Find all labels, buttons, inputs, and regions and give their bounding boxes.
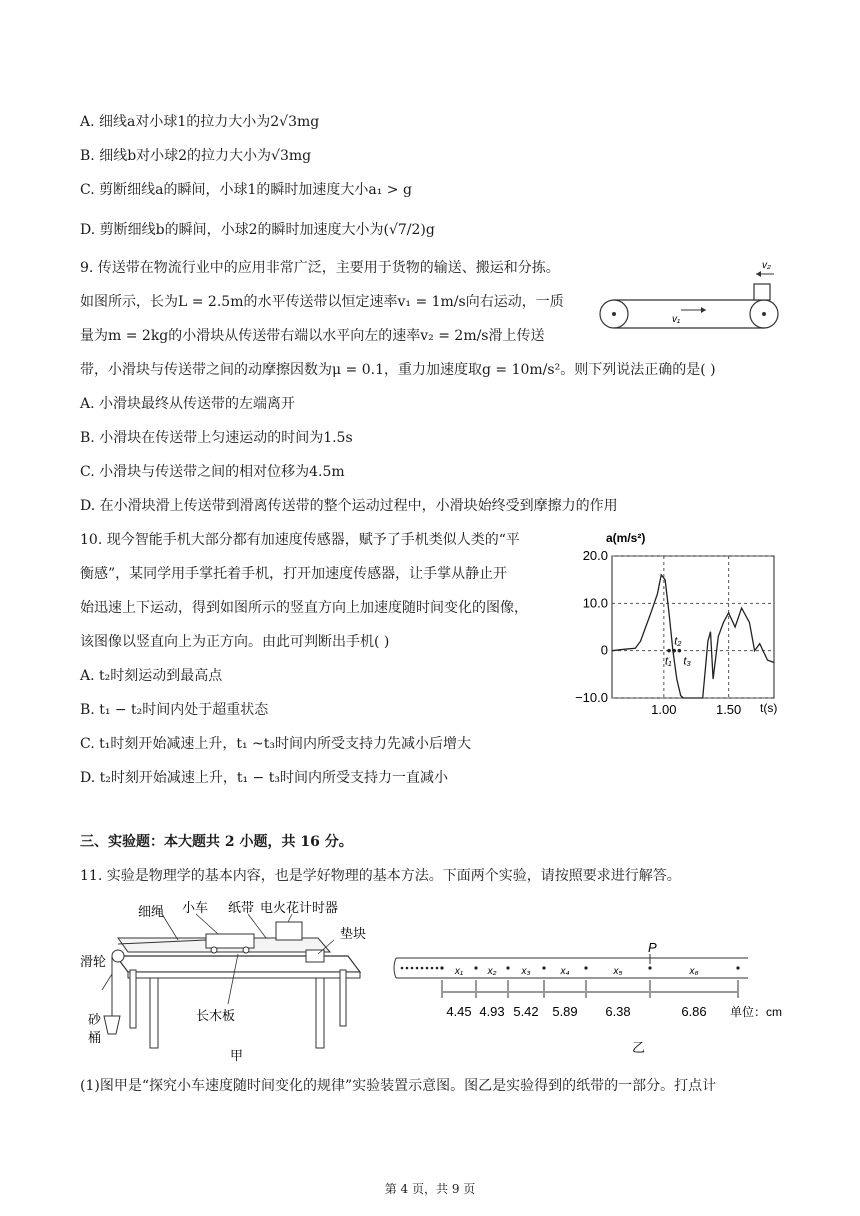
chart-t-marker (672, 649, 676, 653)
q10-stem-line2: 衡感”，某同学用手掌托着手机，打开加速度传感器，让手掌从静止开 (80, 566, 508, 582)
section-3-title: 三、实验题：本大题共 2 小题，共 16 分。 (80, 834, 353, 850)
q8-option-d: D. 剪断细线b的瞬间，小球2的瞬时加速度大小为(√7/2)g (80, 222, 435, 238)
chart-t-marker (678, 649, 682, 653)
q10-option-a: A. t₂时刻运动到最高点 (80, 668, 223, 684)
tape-count-point (440, 966, 443, 969)
q10-option-d: D. t₂时刻开始减速上升，t₁ − t₃时间内所受支持力一直减小 (80, 770, 448, 786)
tape-segment-value: 6.86 (681, 1004, 707, 1019)
tape-dot (421, 967, 424, 970)
q9-option-d: D. 在小滑块滑上传送带到滑离传送带的整个运动过程中，小滑块始终受到摩擦力的作用 (80, 498, 618, 514)
point-p-label: P (648, 940, 657, 955)
v2-label: v₂ (762, 260, 771, 271)
chart-ylabel: a(m/s²) (606, 531, 646, 545)
q10-option-c: C. t₁时刻开始减速上升，t₁ ~t₃时间内所受支持力先减小后增大 (80, 736, 472, 752)
q9-stem-line3: 量为m = 2kg的小滑块从传送带右端以水平向左的速率v₂ = 2m/s滑上传送 (80, 328, 545, 344)
q9-stem-line4: 带，小滑块与传送带之间的动摩擦因数为μ = 0.1，重力加速度取g = 10m/s²。则下列说法正确的是( ) (80, 362, 716, 378)
chart-x-tick-label: 1.00 (651, 702, 677, 717)
chart-t-label: t₃ (683, 655, 691, 668)
tape-segment-value: 4.45 (446, 1004, 472, 1019)
tape-count-point (736, 966, 739, 969)
q8-option-b: B. 细线b对小球2的拉力大小为√3mg (80, 148, 312, 164)
q9-stem-line1: 9. 传送带在物流行业中的应用非常广泛，主要用于货物的输送、搬运和分拣。 (80, 260, 560, 276)
label-sand: 砂 (88, 1012, 102, 1027)
q9-option-c: C. 小滑块与传送带之间的相对位移为4.5m (80, 464, 345, 480)
tape-segment-label: x₁ (454, 966, 464, 977)
tape-count-point (506, 966, 509, 969)
chart-y-tick-label: 0 (600, 642, 608, 658)
label-paper-tape: 纸带 (228, 900, 255, 915)
tape-dot (401, 967, 404, 970)
tape-segment-value: 6.38 (605, 1004, 631, 1019)
label-pulley: 滑轮 (80, 954, 107, 969)
figure-caption-jia: 甲 (230, 1048, 244, 1063)
q10-option-b: B. t₁ − t₂时间内处于超重状态 (80, 702, 269, 718)
tape-dot (411, 967, 414, 970)
q11-part1: (1)图甲是“探究小车速度随时间变化的规律”实验装置示意图。图乙是实验得到的纸带的一部分。打点计 (80, 1078, 717, 1094)
tape-count-point (648, 966, 651, 969)
chart-y-tick-label: −10.0 (575, 690, 608, 705)
tape-dot (416, 967, 419, 970)
q10-stem-line1: 10. 现今智能手机大部分都有加速度传感器，赋予了手机类似人类的“平 (80, 532, 520, 548)
chart-y-tick-label: 20.0 (582, 548, 608, 563)
q9-stem-line2: 如图所示，长为L = 2.5m的水平传送带以恒定速率v₁ = 1m/s向右运动，一质 (80, 294, 564, 310)
tape-segment-value: 5.89 (552, 1004, 578, 1019)
chart-y-tick-label: 10.0 (582, 595, 608, 611)
tape-count-point (542, 966, 545, 969)
label-string: 细绳 (138, 904, 165, 919)
label-long-board: 长木板 (196, 1008, 236, 1023)
q10-stem-line4: 该图像以竖直向上为正方向。由此可判断出手机( ) (80, 634, 390, 650)
label-block: 垫块 (340, 926, 367, 941)
unit-label: 单位：cm (730, 1005, 782, 1019)
tape-segment-label: x₃ (521, 966, 531, 977)
apparatus-figure (78, 894, 378, 1066)
chart-x-tick-label: 1.50 (715, 702, 742, 717)
tape-segment-value: 5.42 (513, 1004, 539, 1019)
chart-t-label: t₂ (674, 635, 682, 648)
q8-option-c: C. 剪断细线a的瞬间，小球1的瞬时加速度大小a₁ > g (80, 182, 412, 198)
tape-segment-value: 4.93 (479, 1004, 505, 1019)
tape-count-point (474, 966, 477, 969)
v1-label: v₁ (672, 314, 681, 325)
q8-option-a: A. 细线a对小球1的拉力大小为2√3mg (80, 114, 320, 130)
q9-option-a: A. 小滑块最终从传送带的左端离开 (80, 396, 296, 412)
chart-t-marker (667, 649, 671, 653)
q10-stem-line3: 始迅速上下运动，得到如图所示的竖直方向上加速度随时间变化的图像， (80, 600, 528, 616)
tape-segment-label: x₅ (613, 966, 623, 977)
tape-dot (426, 967, 429, 970)
label-bucket: 桶 (88, 1030, 102, 1045)
tape-count-point (584, 966, 587, 969)
conveyor-belt-figure (596, 256, 786, 336)
q9-option-b: B. 小滑块在传送带上匀速运动的时间为1.5s (80, 430, 353, 446)
q11-stem-line1: 11. 实验是物理学的基本内容，也是学好物理的基本方法。下面两个实验，请按照要求进行解答。 (80, 868, 681, 884)
chart-t-label: t₁ (665, 655, 672, 668)
tape-dot (436, 967, 439, 970)
tape-segment-label: x₂ (487, 966, 497, 977)
tape-dot (431, 967, 434, 970)
paper-tape-figure (392, 940, 788, 1060)
tape-segment-label: x₆ (689, 966, 699, 977)
page-footer: 第 4 页，共 9 页 (384, 1182, 476, 1196)
label-cart: 小车 (182, 900, 209, 915)
acceleration-series-line (612, 575, 774, 698)
tape-dot (406, 967, 409, 970)
label-spark-timer: 电火花计时器 (260, 900, 339, 915)
chart-xlabel: t(s) (760, 701, 778, 715)
tape-segment-label: x₄ (560, 966, 570, 977)
figure-caption-yi: 乙 (632, 1040, 646, 1055)
acceleration-chart (562, 528, 790, 728)
